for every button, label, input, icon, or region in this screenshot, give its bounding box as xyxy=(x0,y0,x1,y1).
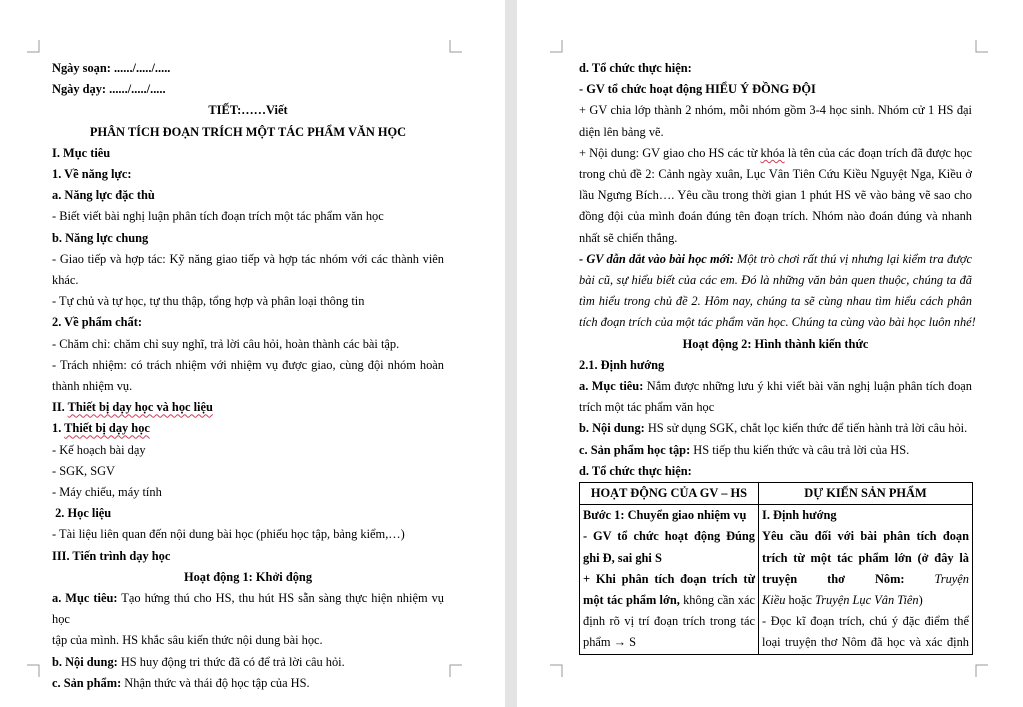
table-cell-products xyxy=(759,505,973,654)
heading-organization: d. Tổ chức thực hiện: xyxy=(579,61,692,75)
text-line: a. Mục tiêu: Nắm được những lưu ý khi viết bài văn nghị luận phân tích đoạn xyxy=(579,379,972,394)
keyword-underlined: khóa xyxy=(760,145,785,160)
prep-date: Ngày soạn: ....../...../..... xyxy=(52,61,171,75)
text-line: - Trách nhiệm: có trách nhiệm với nhiệm vụ được giao, cùng đội nhóm hoàn xyxy=(52,357,444,372)
lesson-period: TIẾT:……Viết xyxy=(208,103,288,118)
page-right xyxy=(517,0,1023,707)
text-line: - Máy chiếu, máy tính xyxy=(52,485,162,500)
table-row xyxy=(580,505,973,654)
heading-competence: 1. Về năng lực: xyxy=(52,167,132,182)
corner-mark-bottom-left xyxy=(550,664,563,677)
text-line: trích từ một tác phẩm lớn (ở đây là xyxy=(762,550,969,565)
corner-mark-top-right xyxy=(449,40,462,53)
text-line: + Nội dung: GV giao cho HS các từ khóa là tên của các đoạn trích đã được học xyxy=(579,145,972,160)
text-line: ghi Đ, sai ghi S xyxy=(583,550,662,565)
heading-orientation: 2.1. Định hướng xyxy=(579,357,665,372)
text-line: tìm hiểu trong chủ đề 2. Hôm nay, chúng ta sẽ cùng nhau tìm hiểu cách phân xyxy=(579,294,972,309)
corner-mark-bottom-right xyxy=(975,664,988,677)
text-line: - Đọc kĩ đoạn trích, chú ý đặc điểm thể xyxy=(762,614,969,629)
section-objectives: I. Mục tiêu xyxy=(52,145,111,160)
orientation-label: I. Định hướng xyxy=(762,508,837,523)
text-line: b. Nội dung: HS huy động tri thức đã có để trả lời câu hỏi. xyxy=(52,654,345,669)
step-1-label: Bước 1: Chuyển giao nhiệm vụ xyxy=(583,508,747,523)
text-line: thành nhiệm vụ. xyxy=(52,379,133,394)
heading-teaching-equipment: 1. Thiết bị dạy học xyxy=(52,421,150,436)
activity-game-title: - GV tổ chức hoạt động HIỂU Ý ĐỒNG ĐỘI xyxy=(579,82,816,97)
text-line: định rõ vị trí đoạn trích trong tác xyxy=(583,614,755,629)
table-header-expected-product: DỰ KIẾN SẢN PHẨM xyxy=(759,483,973,505)
text-line: đồng đội của mình đoán đúng tên đoạn trích. Nhóm nào đoán đúng và nhanh xyxy=(579,209,972,224)
corner-mark-top-right xyxy=(975,40,988,53)
text-line: bài cũ, sự hiểu biết của các em. Đó là những văn bản quen thuộc, chúng ta đã xyxy=(579,273,972,288)
page-gap xyxy=(505,0,517,707)
text-line: Kiều hoặc Truyện Lục Vân Tiên) xyxy=(762,593,923,608)
text-line: truyện thơ Nôm: Truyện xyxy=(762,571,969,586)
teach-date: Ngày dạy: ....../...../..... xyxy=(52,82,166,97)
text-line: phẩm → S xyxy=(583,635,637,650)
text-line: b. Nội dung: HS sử dụng SGK, chắt lọc kiến thức để tiến hành trả lời câu hỏi. xyxy=(579,421,968,436)
text-line: - Kế hoạch bài dạy xyxy=(52,442,146,457)
text-line: + GV chia lớp thành 2 nhóm, mỗi nhóm gồm 3-4 học sinh. Nhóm cử 1 HS đại xyxy=(579,103,972,118)
corner-mark-bottom-right xyxy=(449,664,462,677)
activity-1-heading: Hoạt động 1: Khởi động xyxy=(183,569,313,584)
text-line: diện lên bảng vẽ. xyxy=(579,124,664,139)
text-line: trích một tác phẩm văn học xyxy=(579,400,715,415)
text-line: - Giao tiếp và hợp tác: Kỹ năng giao tiếp và hợp tác nhóm với các thành viên xyxy=(52,251,444,266)
text-line: một tác phẩm lớn, không cần xác xyxy=(583,593,755,608)
table-header-row xyxy=(580,483,973,505)
heading-organization-2: d. Tổ chức thực hiện: xyxy=(579,463,692,478)
text-line: tập của mình. HS khắc sâu kiến thức nội dung bài học. xyxy=(52,633,323,648)
right-page-content xyxy=(579,58,976,655)
teaching-equipment-underlined: Thiết bị dạy học xyxy=(64,421,150,436)
text-line: Yêu cầu đối với bài phân tích đoạn xyxy=(762,529,969,544)
heading-qualities: 2. Về phẩm chất: xyxy=(52,315,142,330)
section-equipment: II. Thiết bị dạy học và học liệu xyxy=(52,400,213,415)
page-left xyxy=(0,0,505,707)
corner-mark-top-left xyxy=(27,40,40,53)
text-line: - GV tổ chức hoạt động Đúng xyxy=(583,529,755,544)
text-line: trong chủ đề 2: Cảnh ngày xuân, Lục Vân Tiên Cứu Kiều Nguyệt Nga, Kiều ở xyxy=(579,167,972,182)
activity-table xyxy=(579,482,973,655)
heading-materials: 2. Học liệu xyxy=(52,506,112,521)
text-line: loại truyện thơ Nôm đã học và xác định xyxy=(762,635,969,650)
text-line: c. Sản phẩm: Nhận thức và thái độ học tập của HS. xyxy=(52,675,310,690)
text-line: - GV dẫn dắt vào bài học mới: Một trò chơi rất thú vị nhưng lại kiểm tra được xyxy=(579,251,973,266)
heading-specific-competence: a. Năng lực đặc thù xyxy=(52,188,155,203)
corner-mark-bottom-left xyxy=(27,664,40,677)
table-cell-activities xyxy=(580,505,759,654)
text-line: - SGK, SGV xyxy=(52,463,115,478)
text-line: - Tài liệu liên quan đến nội dung bài học (phiếu học tập, bảng kiểm,…) xyxy=(52,527,405,542)
equipment-heading-underlined: Thiết bị dạy học và học liệu xyxy=(67,400,213,415)
section-procedure: III. Tiến trình dạy học xyxy=(52,548,171,563)
heading-general-competence: b. Năng lực chung xyxy=(52,230,149,245)
text-line: - Chăm chỉ: chăm chỉ suy nghĩ, trả lời câu hỏi, hoàn thành các bài tập. xyxy=(52,336,400,351)
left-page-content xyxy=(52,58,444,694)
corner-mark-top-left xyxy=(550,40,563,53)
activity-2-heading: Hoạt động 2: Hình thành kiến thức xyxy=(682,336,869,351)
text-line: nhất sẽ chiến thắng. xyxy=(579,230,678,245)
text-line: tích đoạn trích của một tác phẩm văn học. Chúng ta cùng vào bài học luôn nhé! xyxy=(579,315,976,330)
text-line: - Tự chủ và tự học, tự thu thập, tổng hợp và phân loại thông tin xyxy=(52,294,365,309)
text-line: + Khi phân tích đoạn trích từ xyxy=(583,571,755,586)
text-line: - Biết viết bài nghị luận phân tích đoạn trích một tác phẩm văn học xyxy=(52,209,384,224)
text-line: c. Sản phẩm học tập: HS tiếp thu kiến thức và câu trả lời của HS. xyxy=(579,442,910,457)
text-line: a. Mục tiêu: Tạo hứng thú cho HS, thu hút HS sẵn sàng thực hiện nhiệm vụ học xyxy=(52,591,444,627)
lesson-title: PHÂN TÍCH ĐOẠN TRÍCH MỘT TÁC PHẨM VĂN HỌC xyxy=(89,124,407,139)
text-line: lầu Ngưng Bích…. Yêu cầu trong thời gian 1 phút HS vẽ vào bảng vẽ sao cho xyxy=(579,188,972,203)
text-line: khác. xyxy=(52,273,79,288)
table-header-gv-hs: HOẠT ĐỘNG CỦA GV – HS xyxy=(580,483,759,505)
